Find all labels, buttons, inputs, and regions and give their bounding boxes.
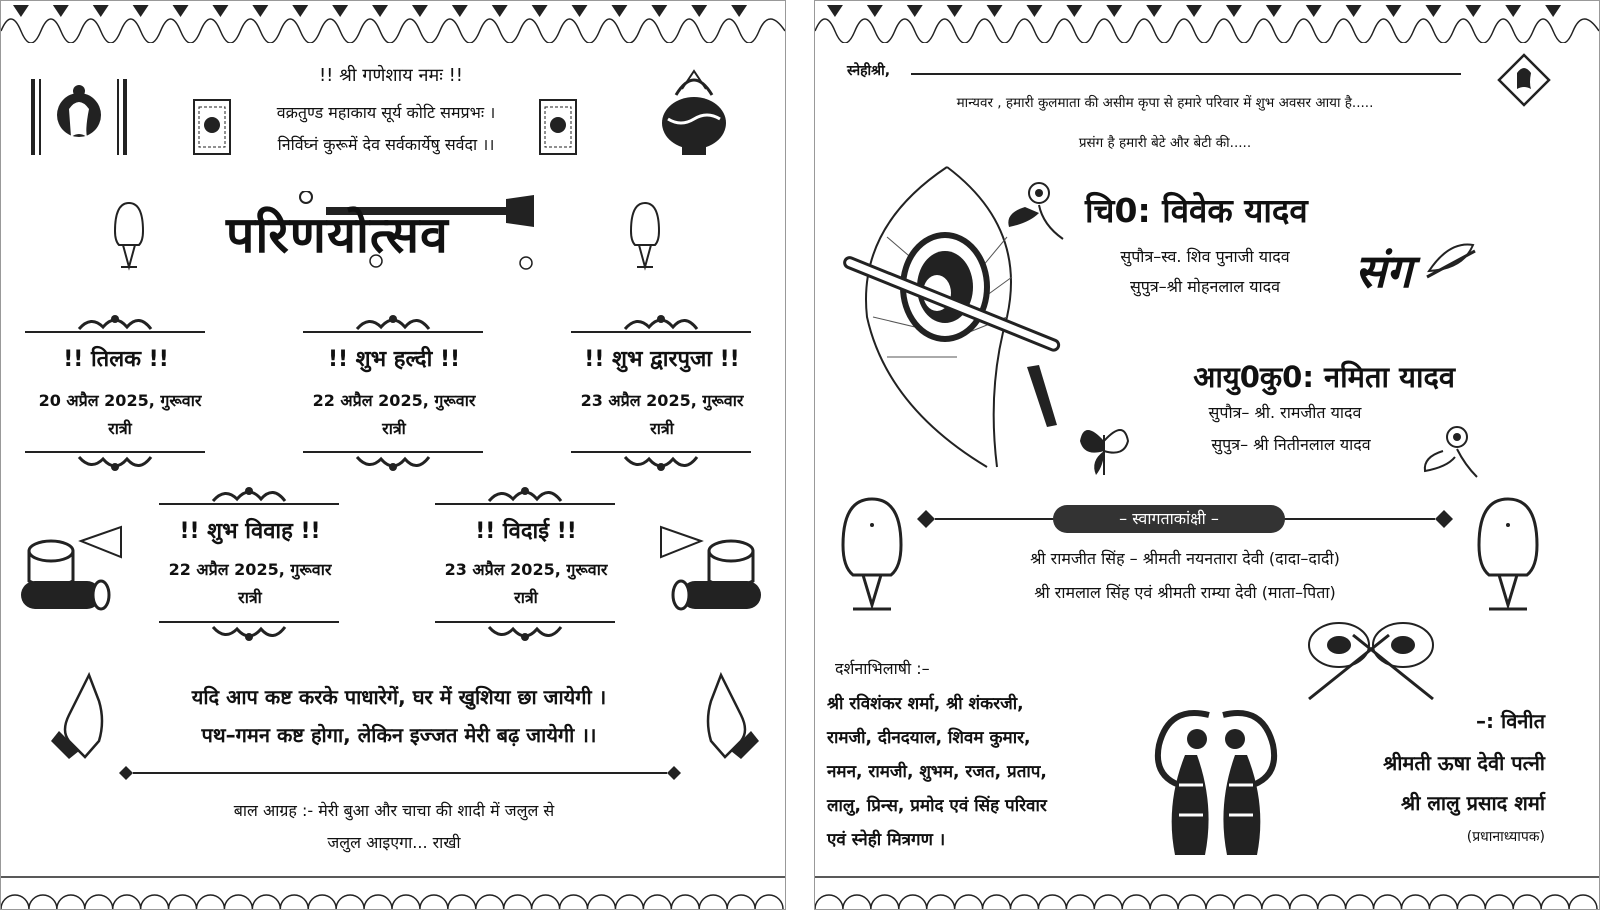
vinit-line-1: श्रीमती ऊषा देवी पत्नी <box>1383 751 1545 775</box>
event-time: रात्री <box>650 419 674 438</box>
bal-aagrah-line-2: जलुल आइएगा... राखी <box>327 833 461 852</box>
greeting-line-2: प्रसंग है हमारी बेटे और बेटी की..... <box>1078 135 1252 151</box>
bottom-border-pattern <box>1 875 785 909</box>
event-date: 23 अप्रैल 2025, गुरूवार <box>580 391 744 410</box>
snehi-label: स्नेहीश्री, <box>847 63 891 79</box>
bride-line-1: सुपौत्र– श्री. रामजीत यादव <box>1208 403 1362 422</box>
groom-line-1: सुपौत्र–स्व. शिव पुनाजी यादव <box>1120 247 1290 266</box>
vinit-line-2: श्री लालु प्रसाद शर्मा <box>1401 791 1545 815</box>
vinit-line-3: (प्रधानाध्यापक) <box>1466 829 1545 845</box>
namaste-figure-icon <box>1471 495 1545 619</box>
kalash-icon <box>656 67 732 157</box>
event-name: !! तिलक !! <box>63 347 169 372</box>
event-name: !! शुभ विवाह !! <box>179 519 321 544</box>
shloka-line-2: निर्विघ्नं कुरूमें देव सर्वकार्येषु सर्वदा ।। <box>277 135 495 154</box>
vinit-label: –: विनीत <box>1476 709 1545 733</box>
peacock-bird-icon <box>1005 177 1069 243</box>
dhol-instruments-icon <box>11 511 131 621</box>
folded-hands-icon <box>49 671 119 761</box>
invitation-card-right <box>814 0 1600 910</box>
darshan-label: दर्शनाभिलाषी :– <box>835 659 930 678</box>
top-border-pattern <box>1 1 785 43</box>
greeting-line-1: मान्यवर , हमारी कुलमाता की असीम कृपा से हमारे परिवार में शुभ अवसर आया है..... <box>956 95 1374 111</box>
name-blank-line <box>911 73 1461 75</box>
shloka-line-1: वक्रतुण्ड महाकाय सूर्य कोटि समप्रभः । <box>276 103 496 122</box>
namaste-figure-icon <box>835 495 909 619</box>
invitation-card-left <box>0 0 786 910</box>
couple-dancing-icon <box>1149 695 1283 861</box>
bride-name: आयु0कु0: नमिता यादव <box>1193 360 1455 394</box>
swagat-line-1: श्री रामजीत सिंह – श्रीमती नयनतारा देवी (दादा–दादी) <box>1030 549 1340 568</box>
sang-calligraphy: संग <box>1355 244 1412 298</box>
event-name: !! शुभ द्वारपुजा !! <box>584 347 740 372</box>
ornament-icon <box>485 483 565 505</box>
ornament-icon <box>621 311 701 333</box>
namaste-figure-icon <box>625 201 665 271</box>
ganesha-icon <box>31 79 127 155</box>
crossed-feathers-icon <box>1289 615 1453 705</box>
event-name: !! विदाई !! <box>475 519 577 544</box>
diamond-divider <box>117 765 683 781</box>
event-time: रात्री <box>382 419 406 438</box>
ornament-icon <box>75 311 155 333</box>
event-time: रात्री <box>238 588 262 607</box>
darshan-line: एवं स्नेही मित्रगण । <box>827 830 946 850</box>
groom-name: चि0: विवेक यादव <box>1085 191 1308 230</box>
darshan-line: लालु, प्रिन्स, प्रमोद एवं सिंह परिवार <box>827 796 1047 816</box>
event-time: रात्री <box>108 419 132 438</box>
ganesha-small-icon <box>539 99 577 155</box>
butterfly-icon <box>1077 421 1131 481</box>
page-title: परिणयोत्सव <box>226 205 449 264</box>
swagat-label: – स्वागताकांक्षी – <box>1053 505 1285 533</box>
invocation-text: !! श्री गणेशाय नमः !! <box>318 65 464 86</box>
bride-line-2: सुपुत्र– श्री नितीनलाल यादव <box>1211 435 1371 454</box>
event-date: 22 अप्रैल 2025, गुरूवार <box>168 560 332 579</box>
couplet-line-1: यदि आप कष्ट करके पाधारेगें, घर में खुशिया छा जायेगी । <box>191 685 607 709</box>
namaste-figure-icon <box>109 201 149 271</box>
dhol-instruments-icon <box>651 511 771 621</box>
ornament-icon <box>209 623 289 645</box>
ganesha-diamond-icon <box>1497 53 1551 107</box>
swagat-line-2: श्री रामलाल सिंह एवं श्रीमती राम्या देवी (माता–पिता) <box>1034 583 1336 602</box>
bal-aagrah-line-1: बाल आग्रह :- मेरी बुआ और चाचा की शादी में जलुल से <box>233 801 555 820</box>
ornament-icon <box>75 453 155 475</box>
ornament-icon <box>485 623 565 645</box>
ganesha-small-icon <box>193 99 231 155</box>
darshan-line: श्री रविशंकर शर्मा, श्री शंकरजी, <box>827 694 1024 714</box>
flute-feather-icon <box>1425 241 1477 281</box>
peacock-bird-icon <box>1417 421 1481 483</box>
darshan-line: नमन, रामजी, शुभम, रजत, प्रताप, <box>827 762 1047 782</box>
groom-line-2: सुपुत्र–श्री मोहनलाल यादव <box>1129 277 1281 296</box>
folded-hands-icon <box>691 671 761 761</box>
ornament-icon <box>353 311 433 333</box>
event-date: 23 अप्रैल 2025, गुरूवार <box>444 560 608 579</box>
darshan-line: रामजी, दीनदयाल, शिवम कुमार, <box>827 728 1031 748</box>
title-block <box>226 191 556 271</box>
couplet-line-2: पथ–गमन कष्ट होगा, लेकिन इज्जत मेरी बढ़ जायेगी ।। <box>201 723 597 747</box>
top-border-pattern <box>815 1 1599 43</box>
ornament-icon <box>209 483 289 505</box>
event-date: 22 अप्रैल 2025, गुरूवार <box>312 391 476 410</box>
ornament-icon <box>621 453 701 475</box>
event-date: 20 अप्रैल 2025, गुरूवार <box>38 391 202 410</box>
bottom-border-pattern <box>815 875 1599 909</box>
event-time: रात्री <box>514 588 538 607</box>
event-name: !! शुभ हल्दी !! <box>327 347 461 372</box>
ornament-icon <box>353 453 433 475</box>
